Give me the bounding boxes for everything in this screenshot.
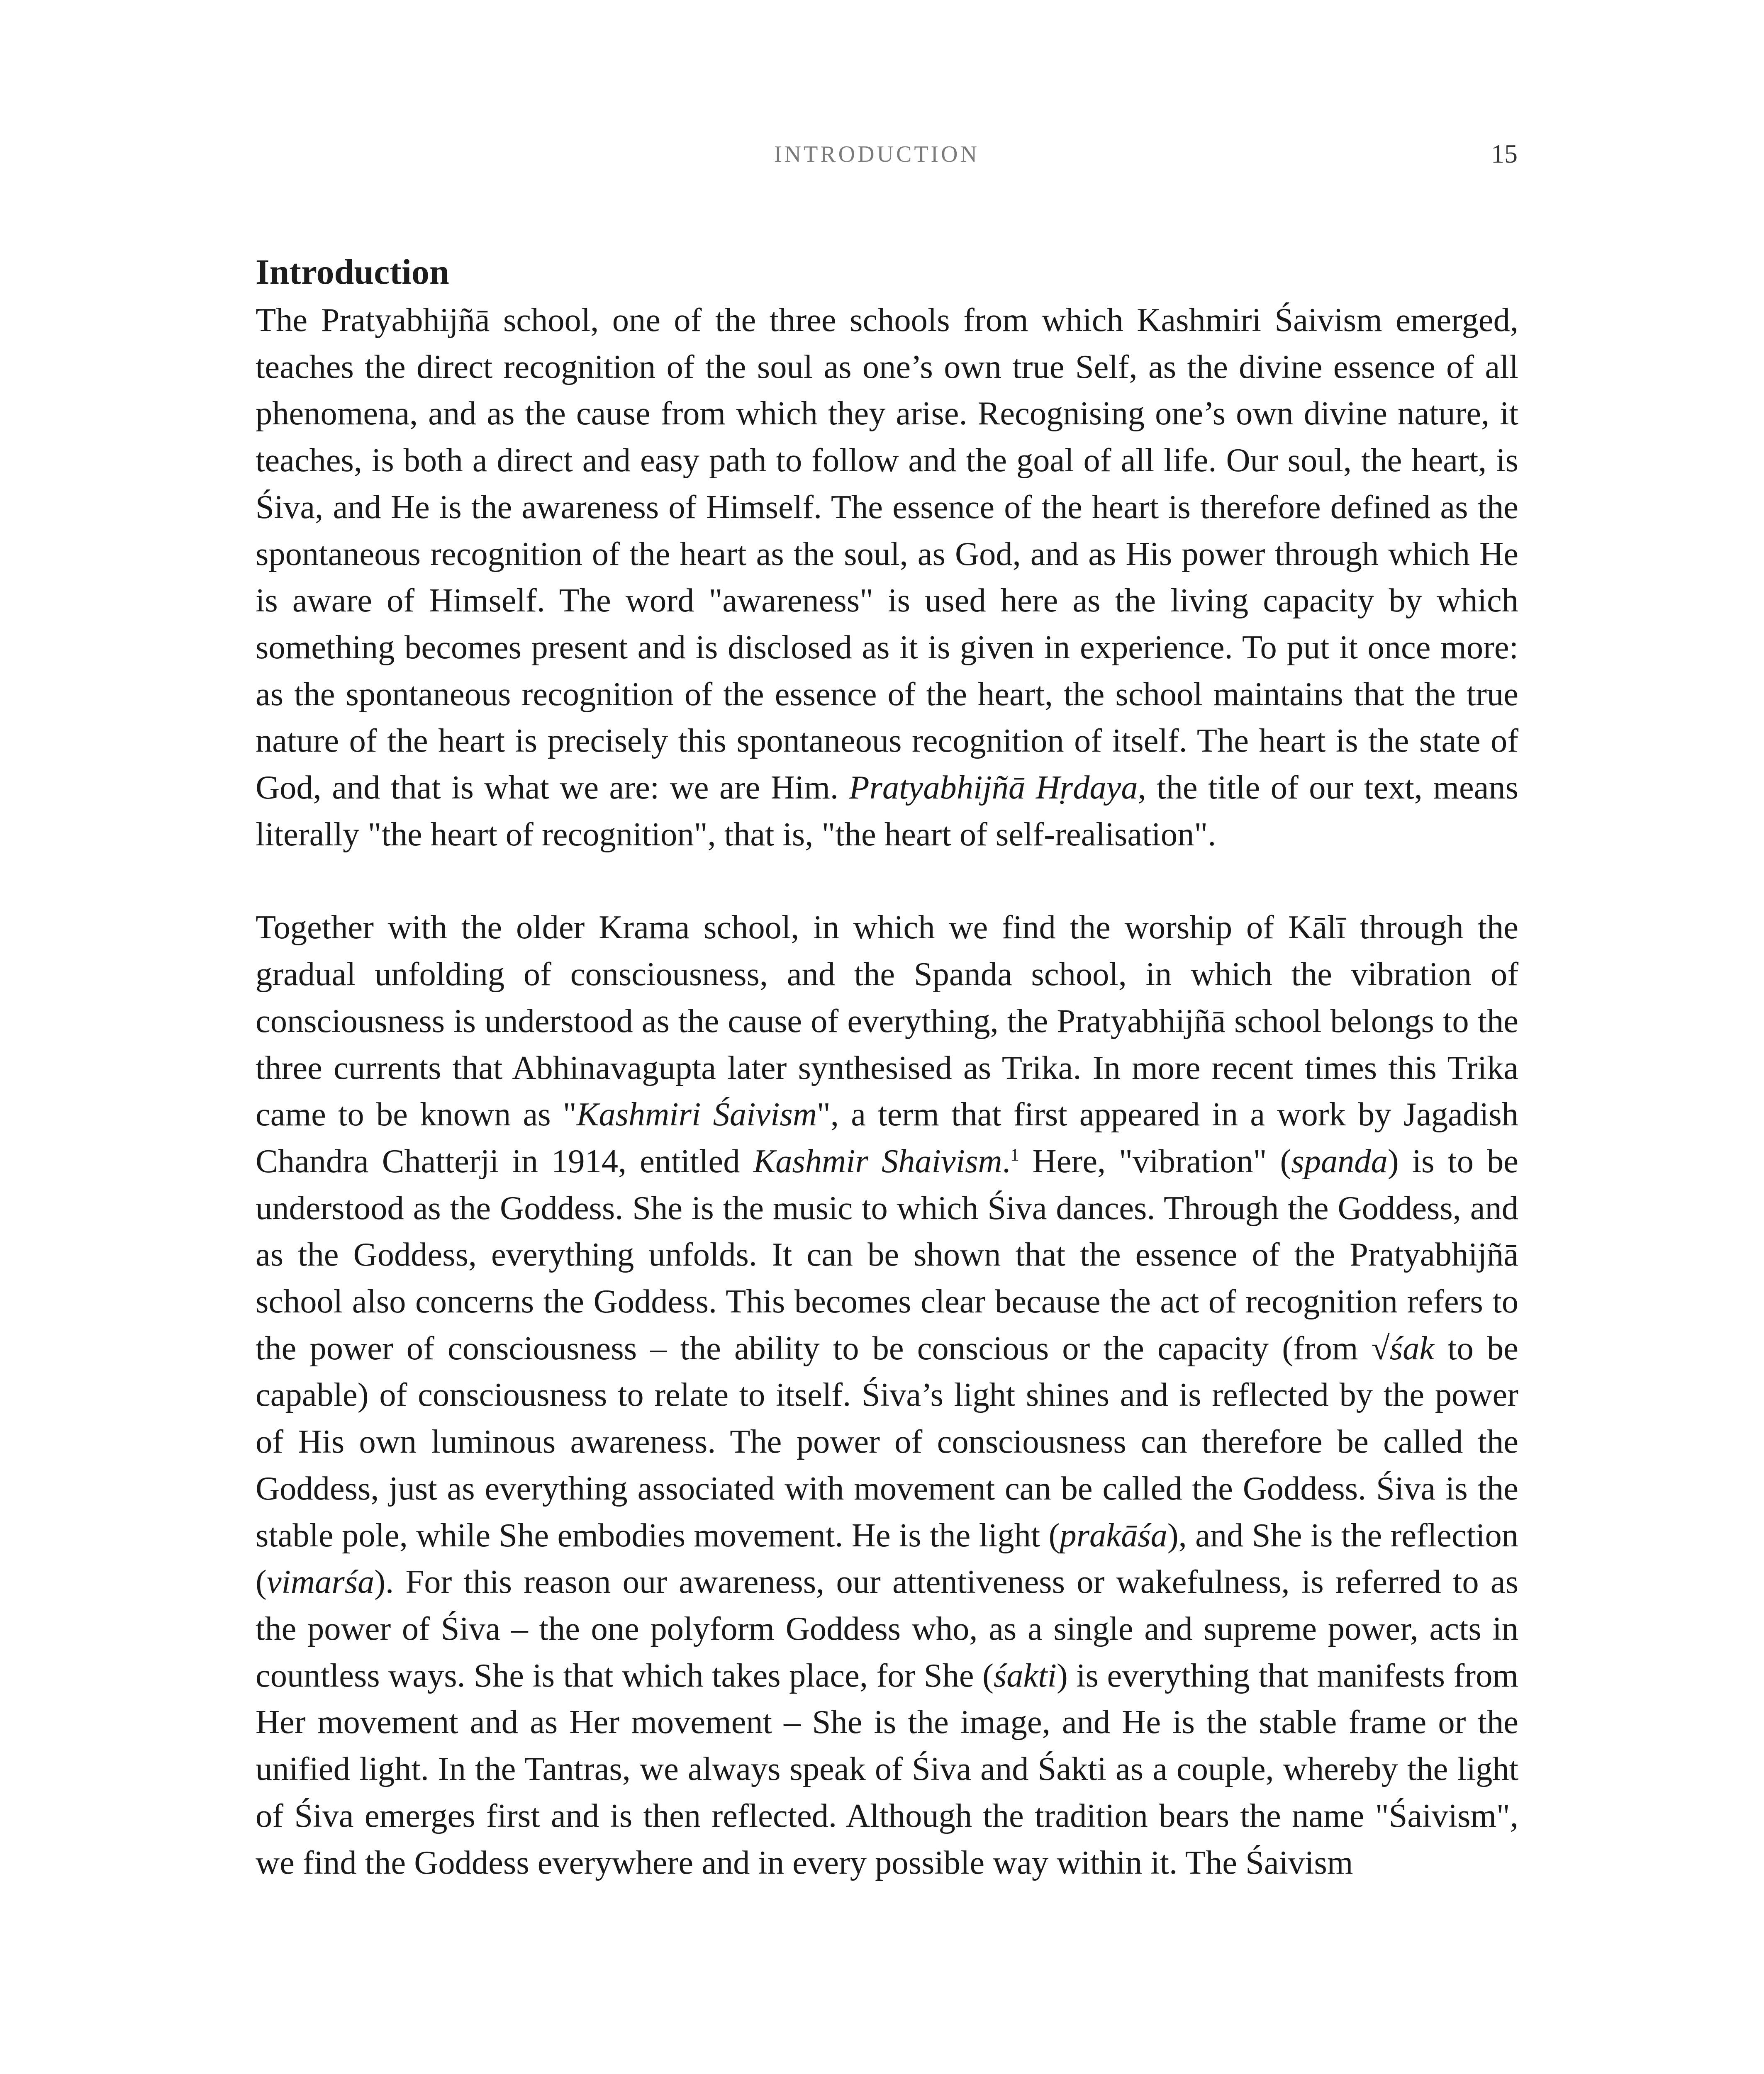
p2-italic-term: vimarśa	[266, 1563, 375, 1601]
p2-text: ) is to be understood as the Goddess. She is the music to which Śiva dances. Through the Goddess, and as the Goddess, everything unfolds. It can be shown that the essence of the Pratyabhijñā school also concerns the Goddess. This becomes clear because the act of recognition refers to the power of consciousness – the ability to be conscious or the capacity (from √	[256, 1142, 1518, 1367]
p2-italic-term: śak	[1389, 1329, 1435, 1367]
running-header	[0, 141, 1764, 174]
p2-italic-term: prakāśa	[1060, 1517, 1167, 1554]
text-title-italic: Pratyabhijñā Hṛdaya	[849, 769, 1138, 806]
running-title: INTRODUCTION	[774, 141, 980, 167]
p2-text: to be capable) of consciousness to relate to itself. Śiva’s light shines and is reflected by the power of His own luminous awareness. The power of consciousness can therefore be called the Goddess, just as everything associated with movement can be called the Goddess. Śiva is the stable pole, while She embodies movement. He is the light (	[256, 1329, 1518, 1554]
p2-italic-term: spanda	[1291, 1142, 1388, 1180]
p2-text: ). For this reason our awareness, our attentiveness or wakefulness, is referred to as the power of Śiva – the one polyform Goddess who, as a single and supreme power, acts in countless ways. She is that which takes place, for She (	[256, 1563, 1518, 1694]
paragraph-1-text-end: , the title of our text, means literally "the heart of recognition", that is, "the heart of self-realisation".	[256, 769, 1518, 853]
paragraph-1-text: The Pratyabhijñā school, one of the three schools from which Kashmiri Śaivism emerged, teaches the direct recognition of the soul as one’s own true Self, as the divine essence of all phenomena, and as the cause from which they arise. Recognising one’s own divine nature, it teaches, is both a direct and easy path to follow and the goal of all life. Our soul, the heart, is Śiva, and He is the awareness of Himself. The essence of the heart is therefore defined as the spontaneous recognition of the heart as the soul, as God, and as His power through which He is aware of Himself. The word "awareness" is used here as the living capacity by which something becomes present and is disclosed as it is given in experience. To put it once more: as the spontaneous recognition of the essence of the heart, the school maintains that the true nature of the heart is precisely this spontaneous recognition of itself. The heart is the state of God, and that is what we are: we are Him.	[256, 302, 1518, 806]
footnote-reference[interactable]: 1	[1010, 1146, 1019, 1165]
p2-italic-term: Kashmiri Śaivism	[576, 1096, 817, 1133]
p2-text: Here, "vibration" (	[1019, 1142, 1291, 1180]
p2-text: ", a term that first appeared in a work by Jagadish Chandra Chatterji in 1914, entitled	[256, 1096, 1518, 1180]
p2-text: .	[1002, 1142, 1011, 1180]
p2-text: ), and She is the reflection (	[256, 1517, 1518, 1601]
p2-text: ) is everything that manifests from Her movement and as Her movement – She is the image, and He is the stable frame or the unified light. In the Tantras, we always speak of Śiva and Śakti as a couple, whereby the light of Śiva emerges first and is then reflected. Although the tradition bears the name "Śaivism", we find the Goddess everywhere and in every possible way within it. The Śaivism	[256, 1657, 1518, 1881]
p2-italic-book-title: Kashmir Shaivism	[753, 1142, 1002, 1180]
p2-italic-term: śakti	[993, 1657, 1057, 1694]
paragraph-2	[256, 904, 1518, 1886]
page-number: 15	[1491, 139, 1518, 168]
p2-text: Together with the older Krama school, in which we find the worship of Kālī through the gradual unfolding of consciousness, and the Spanda school, in which the vibration of consciousness is understood as the cause of everything, the Pratyabhijñā school belongs to the three currents that Abhinavagupta later synthesised as Trika. In more recent times this Trika came to be known as "	[256, 909, 1518, 1133]
paragraph-1	[256, 297, 1518, 858]
main-text	[256, 249, 1518, 1886]
section-heading: Introduction	[256, 252, 449, 292]
